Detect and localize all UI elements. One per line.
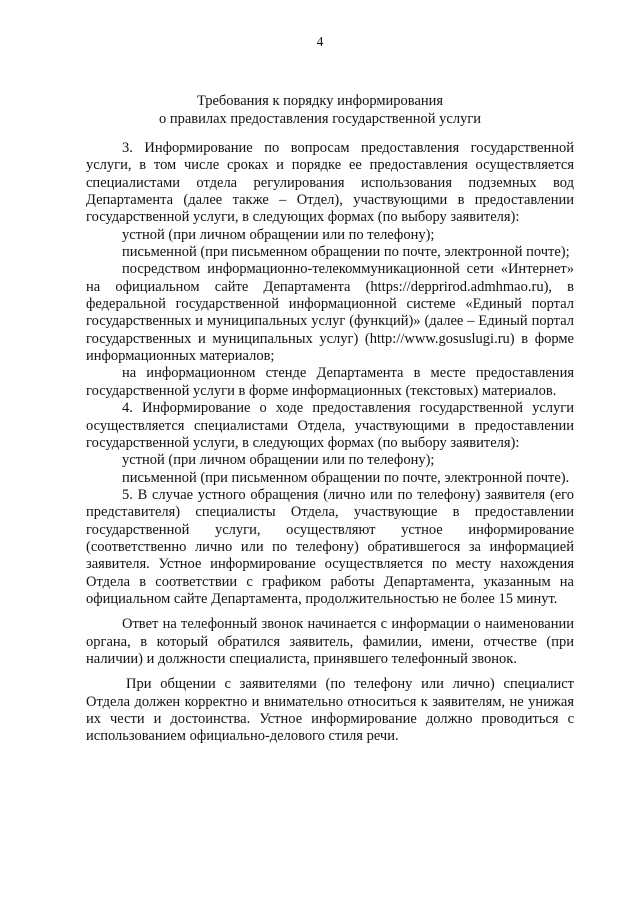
- section-title: [0, 92, 640, 128]
- list-item-oral-2: устной (при личном обращении или по телефону);: [122, 452, 435, 469]
- title-line-2: о правилах предоставления государственной услуги: [158, 111, 482, 127]
- title-line-1: Требования к порядку информирования: [196, 93, 444, 109]
- paragraph-5: 5. В случае устного обращения (лично или по телефону) заявителя (его представителя) специалисты Отдела, участвующие в предоставлении государственной услуги, осуществляют устное информирование (соответственно лично или по телефону) обратившегося за информацией заявителя. Устное информирование осуществляется по месту нахождения Отдела в соответствии с графиком работы Департамента, указанным на официальном сайте Департамента, продолжительностью не более 15 минут.: [86, 486, 574, 607]
- paragraph-phone-answer: Ответ на телефонный звонок начинается с информации о наименовании органа, в который обратился заявитель, фамилии, имени, отчестве (при наличии) и должности специалиста, принявшего телефонный звонок.: [86, 616, 574, 667]
- list-item-stand: на информационном стенде Департамента в месте предоставления государственной услуги в форме информационных (текстовых) материалов.: [86, 365, 574, 399]
- paragraph-communication: При общении с заявителями (по телефону или лично) специалист Отдела должен корректно и внимательно относиться к заявителям, не унижая их чести и достоинства. Устное информирование должно проводиться с использованием официально-делового стиля речи.: [86, 676, 574, 745]
- page-number: 4: [316, 34, 324, 49]
- list-item-oral: устной (при личном обращении или по телефону);: [122, 226, 435, 243]
- paragraph-3: 3. Информирование по вопросам предоставления государственной услуги, в том числе сроках и порядке ее предоставления осуществляется специалистами отдела регулирования использования подземных вод Департамента (далее также – Отдел), участвующими в предоставлении государственной услуги, в следующих формах (по выбору заявителя):: [86, 140, 574, 226]
- list-item-written: письменной (при письменном обращении по почте, электронной почте);: [122, 244, 570, 261]
- paragraph-4: 4. Информирование о ходе предоставления государственной услуги осуществляется специалистами Отдела, участвующими в предоставлении государственной услуги, в следующих формах (по выбору заявителя):: [86, 400, 574, 451]
- list-item-written-2: письменной (при письменном обращении по почте, электронной почте).: [122, 469, 570, 486]
- document-body: [86, 140, 574, 746]
- list-item-internet: посредством информационно-телекоммуникационной сети «Интернет» на официальном сайте Департамента (https://depprirod.admhmao.ru), в федеральной государственной информационной системе «Единый портал государственных и муниципальных услуг (функций)» (далее – Единый портал государственных и муниципальных услуг) (http://www.gosuslugi.ru) в форме информационных материалов;: [86, 261, 574, 365]
